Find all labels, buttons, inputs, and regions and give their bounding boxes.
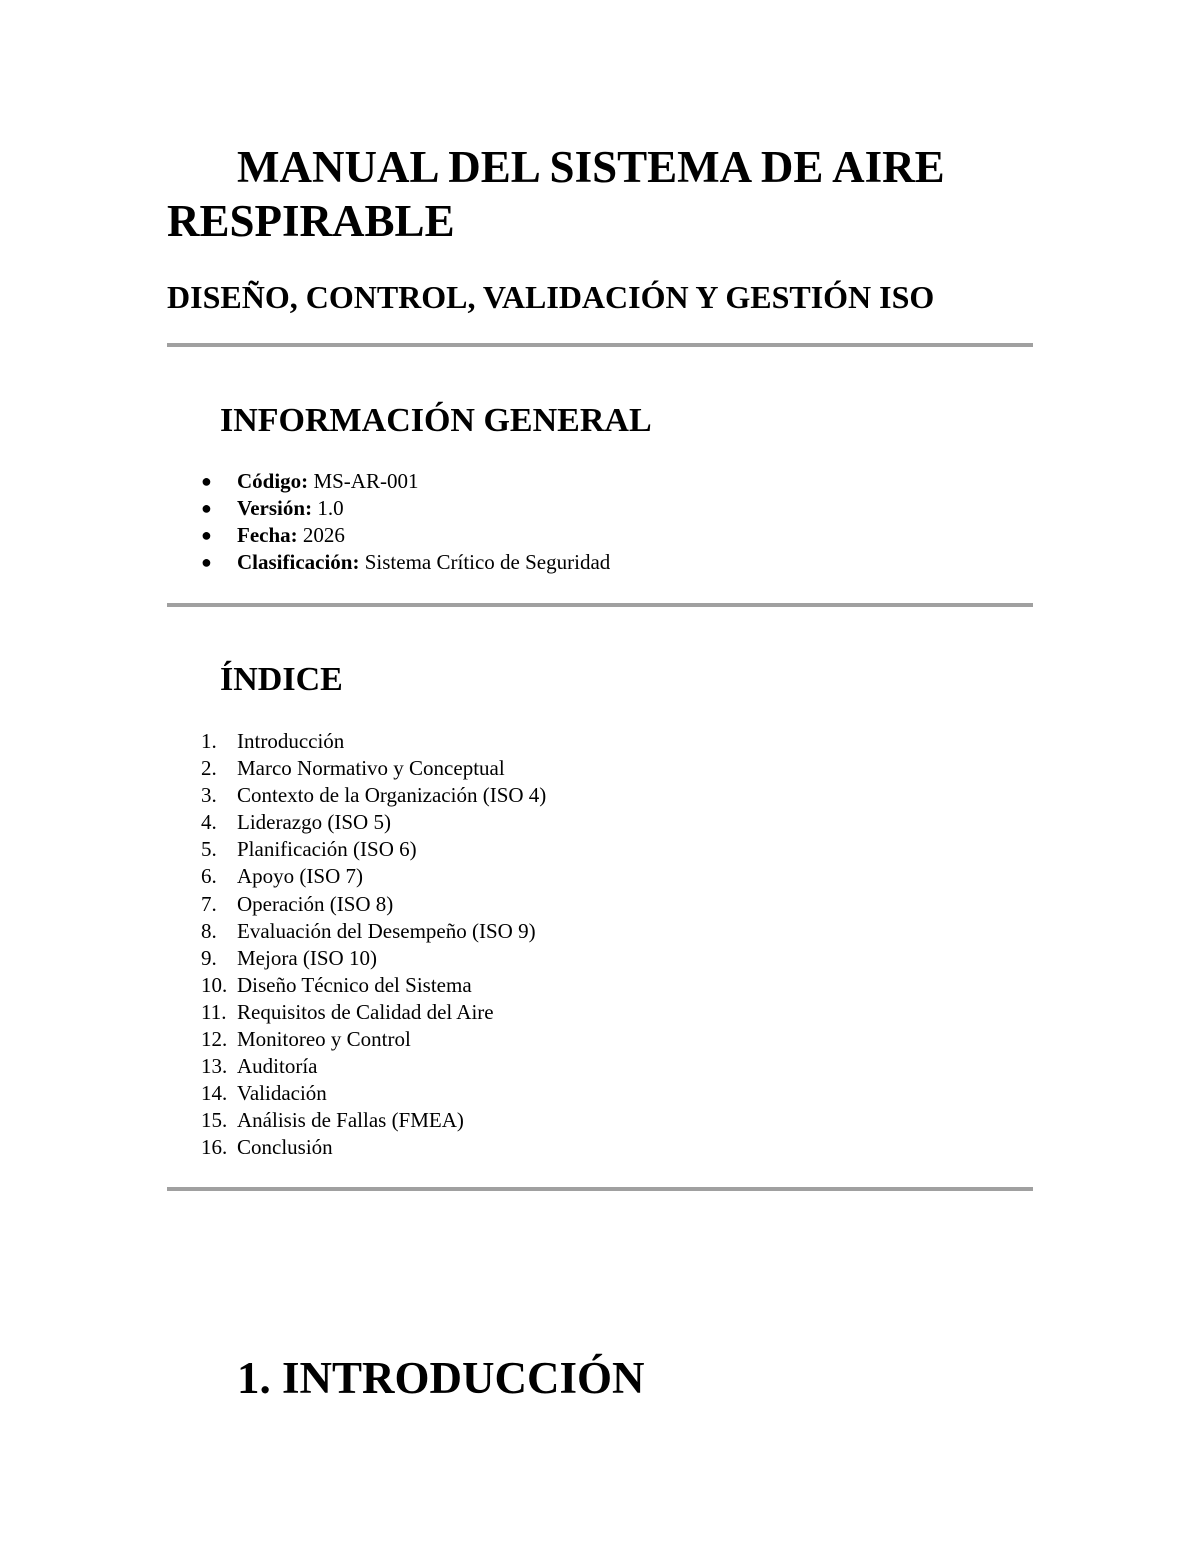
toc-text: Diseño Técnico del Sistema	[237, 972, 472, 997]
general-info-list	[167, 468, 610, 576]
toc-number: 11.	[201, 999, 227, 1024]
toc-item	[167, 945, 546, 972]
toc-text: Monitoreo y Control	[237, 1027, 411, 1052]
toc-number: 4.	[201, 810, 217, 835]
toc-number: 12.	[201, 1027, 228, 1052]
toc-item	[167, 918, 546, 945]
toc-item	[167, 1080, 546, 1107]
toc-text: Auditoría	[237, 1054, 318, 1079]
info-label: Versión:	[237, 496, 313, 520]
toc-item	[167, 999, 546, 1026]
info-value: Sistema Crítico de Seguridad	[364, 550, 611, 574]
toc-text: Liderazgo (ISO 5)	[237, 810, 391, 835]
toc-number: 13.	[201, 1054, 228, 1079]
toc-text: Marco Normativo y Conceptual	[237, 756, 505, 781]
toc-number: 2.	[201, 756, 217, 781]
chapter-heading: 1. INTRODUCCIÓN	[237, 1353, 645, 1403]
horizontal-rule	[167, 603, 1033, 607]
toc-text: Mejora (ISO 10)	[237, 945, 377, 970]
horizontal-rule	[167, 343, 1033, 347]
toc-number: 6.	[201, 864, 217, 889]
index-heading: ÍNDICE	[220, 661, 343, 698]
document-title: MANUAL DEL SISTEMA DE AIRE RESPIRABLE	[167, 142, 945, 246]
toc-text: Requisitos de Calidad del Aire	[237, 999, 494, 1024]
general-info-heading: INFORMACIÓN GENERAL	[220, 402, 652, 439]
toc-item	[167, 891, 546, 918]
bullet-icon: ●	[201, 552, 212, 572]
info-item-version	[167, 495, 610, 522]
toc-number: 16.	[201, 1135, 228, 1160]
toc-text: Apoyo (ISO 7)	[237, 864, 363, 889]
info-item-code	[167, 468, 610, 495]
toc-number: 8.	[201, 918, 217, 943]
info-item-date	[167, 522, 610, 549]
toc-number: 9.	[201, 945, 217, 970]
toc-number: 15.	[201, 1108, 228, 1133]
toc-number: 3.	[201, 783, 217, 808]
toc-item	[167, 1107, 546, 1134]
toc-number: 7.	[201, 891, 217, 916]
bullet-icon: ●	[201, 525, 212, 545]
toc-item	[167, 755, 546, 782]
toc-number: 10.	[201, 972, 228, 997]
toc-item	[167, 972, 546, 999]
toc-text: Planificación (ISO 6)	[237, 837, 417, 862]
info-label: Código:	[237, 469, 309, 493]
info-value: 2026	[302, 523, 345, 547]
info-label: Clasificación:	[237, 550, 360, 574]
info-value: MS-AR-001	[313, 469, 419, 493]
info-label: Fecha:	[237, 523, 298, 547]
toc-item	[167, 809, 546, 836]
toc-number: 14.	[201, 1081, 228, 1106]
toc-item	[167, 728, 546, 755]
toc-item	[167, 863, 546, 890]
toc-item	[167, 782, 546, 809]
info-item-classification	[167, 549, 610, 576]
horizontal-rule	[167, 1187, 1033, 1191]
toc-number: 1.	[201, 729, 217, 753]
toc-item	[167, 1053, 546, 1080]
toc-item	[167, 1026, 546, 1053]
toc-text: Validación	[237, 1081, 327, 1106]
toc-text: Operación (ISO 8)	[237, 891, 394, 916]
toc-text: Evaluación del Desempeño (ISO 9)	[237, 918, 536, 943]
bullet-icon: ●	[201, 498, 212, 518]
toc-number: 5.	[201, 837, 217, 862]
bullet-icon: ●	[201, 471, 212, 491]
toc-text: Introducción	[237, 729, 345, 753]
table-of-contents	[167, 728, 546, 1162]
toc-item	[167, 836, 546, 863]
toc-item	[167, 1134, 546, 1161]
toc-text: Contexto de la Organización (ISO 4)	[237, 783, 547, 808]
toc-text: Análisis de Fallas (FMEA)	[237, 1108, 464, 1133]
document-subtitle: DISEÑO, CONTROL, VALIDACIÓN Y GESTIÓN ISO	[167, 279, 935, 315]
toc-text: Conclusión	[237, 1135, 333, 1160]
info-value: 1.0	[317, 496, 344, 520]
